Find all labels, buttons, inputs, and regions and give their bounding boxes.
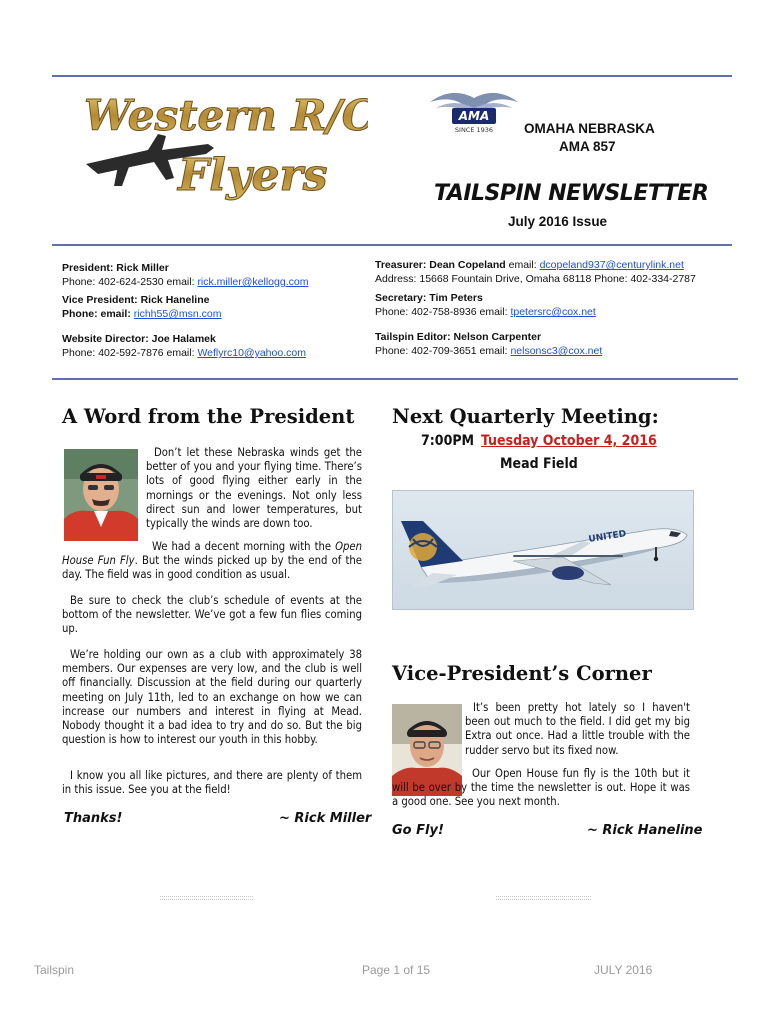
president-sign-thanks: Thanks! — [64, 811, 123, 826]
meeting-section-title: Next Quarterly Meeting: — [392, 405, 659, 428]
ama-logo — [428, 84, 520, 136]
footer-right: JULY 2016 — [594, 963, 653, 977]
separator-left — [160, 896, 253, 900]
president-text-2a: We had a decent morning with the — [152, 540, 336, 553]
president-portrait-graphic — [64, 449, 138, 541]
vp-section-title: Vice-President’s Corner — [392, 662, 652, 685]
officer-website-director — [62, 332, 362, 360]
svg-text:AMA: AMA — [458, 109, 490, 123]
ama-wings-icon — [428, 84, 520, 136]
officer-title: President: Rick Miller — [62, 262, 169, 274]
officer-title: Vice President: Rick Haneline — [62, 294, 210, 306]
officer-phone: Phone: 402-624-2530 email: — [62, 276, 198, 288]
president-text-5: I know you all like pictures, and there are plenty of them in this issue. See you at the field! — [62, 769, 362, 797]
president-sign-name: ~ Rick Miller — [279, 811, 372, 826]
president-paragraph-4 — [62, 648, 362, 747]
officer-title: Tailspin Editor: Nelson Carpenter — [375, 331, 542, 343]
top-rule — [52, 75, 732, 77]
email-link-website-director[interactable]: Weflyrc10@yahoo.com — [197, 347, 306, 359]
officer-vice-president — [62, 293, 362, 321]
email-link-vice-president[interactable]: richh55@msn.com — [133, 308, 222, 320]
president-paragraph-1 — [146, 446, 362, 531]
officer-phone: Phone: 402-709-3651 email: — [375, 345, 511, 357]
email-link-editor[interactable]: nelsonsc3@cox.net — [510, 345, 603, 357]
president-text-4: We’re holding our own as a club with approximately 38 members. Our expenses are very low, and the club is well off financially. Discussion at the field during our quarterly meeting on July 11th, led to an exchange on how we can increase our numbers and interest in flying at Mead. Nobody thought it a bad idea to try and do so. But the big question is how to interest our youth in this hobby. — [62, 648, 362, 747]
airliner-graphic — [393, 491, 693, 609]
airliner-photo — [392, 490, 694, 610]
officer-phone: Phone: 402-758-8936 email: — [375, 306, 511, 318]
club-logo-graphic — [78, 82, 368, 204]
svg-text:Western R/C: Western R/C — [84, 91, 368, 140]
officer-treasurer — [375, 258, 735, 286]
footer-page-number: Page 1 of 15 — [362, 963, 431, 977]
chapter-text: AMA 857 — [559, 139, 616, 154]
vp-paragraph-2 — [392, 767, 690, 810]
officer-title: Treasurer: Dean Copeland — [375, 259, 506, 271]
svg-text:Flyers: Flyers — [178, 150, 328, 201]
newsletter-title: TAILSPIN NEWSLETTER — [434, 181, 709, 206]
officer-editor — [375, 330, 735, 358]
officer-phone: Phone: email: — [62, 308, 134, 320]
footer-left: Tailspin — [34, 963, 75, 977]
separator-right — [496, 896, 591, 900]
issue-text: July 2016 Issue — [508, 214, 608, 229]
president-text-3: Be sure to check the club’s schedule of events at the bottom of the newsletter. We’ve got a few fun flies coming up. — [62, 594, 362, 636]
officer-secretary — [375, 291, 735, 319]
email-link-secretary[interactable]: tpetersrc@cox.net — [510, 306, 596, 318]
president-paragraph-5 — [62, 769, 362, 797]
email-link-treasurer[interactable]: dcopeland937@centurylink.net — [539, 259, 684, 271]
officer-email-label: email: — [505, 259, 540, 271]
president-text-2b: . But the winds picked up by the end of the day. The field was in good condition as usual. — [62, 554, 362, 582]
officer-phone: Phone: 402-592-7876 email: — [62, 347, 198, 359]
club-logo — [78, 82, 368, 204]
president-photo — [64, 449, 138, 541]
president-paragraph-2 — [62, 540, 362, 583]
meeting-place: Mead Field — [500, 456, 578, 472]
vp-sign-gofly: Go Fly! — [392, 823, 444, 838]
president-text-2-emphasis: Open House Fun Fly — [62, 540, 362, 568]
vp-paragraph-1 — [465, 701, 690, 758]
president-text-1: Don’t let these Nebraska winds get the better of you and your flying time. There’s lots of good flying either early in the mornings or the evenings. Not only less direct sun and lower temperatures, but typically the winds are down too. — [146, 446, 362, 531]
officer-title: Website Director: Joe Halamek — [62, 333, 216, 345]
vp-sign-name: ~ Rick Haneline — [587, 823, 703, 838]
email-link-president[interactable]: rick.miller@kellogg.com — [197, 276, 309, 288]
meeting-time: 7:00PM — [421, 433, 475, 449]
svg-text:UNITED: UNITED — [587, 529, 627, 545]
officer-title: Secretary: Tim Peters — [375, 292, 483, 304]
svg-text:SINCE 1936: SINCE 1936 — [454, 126, 494, 134]
officer-address: Address: 15668 Fountain Drive, Omaha 68118 Phone: 402-334-2787 — [375, 273, 696, 285]
officer-president — [62, 261, 362, 289]
officers-top-rule — [52, 244, 732, 246]
president-paragraph-3 — [62, 594, 362, 637]
vp-text-1: It’s been pretty hot lately so I haven't been out much to the field. I did get my big Extra out once. Had a little trouble with the rudder servo but its fixed now. — [465, 701, 690, 757]
location-text: OMAHA NEBRASKA — [524, 121, 655, 136]
officers-bottom-rule — [52, 378, 738, 380]
meeting-date: Tuesday October 4, 2016 — [481, 433, 657, 449]
vp-text-2: Our Open House fun fly is the 10th but it will be over by the time the newsletter is out. Hope it was a good one. See you next month. — [392, 767, 690, 809]
president-section-title: A Word from the President — [62, 405, 355, 428]
